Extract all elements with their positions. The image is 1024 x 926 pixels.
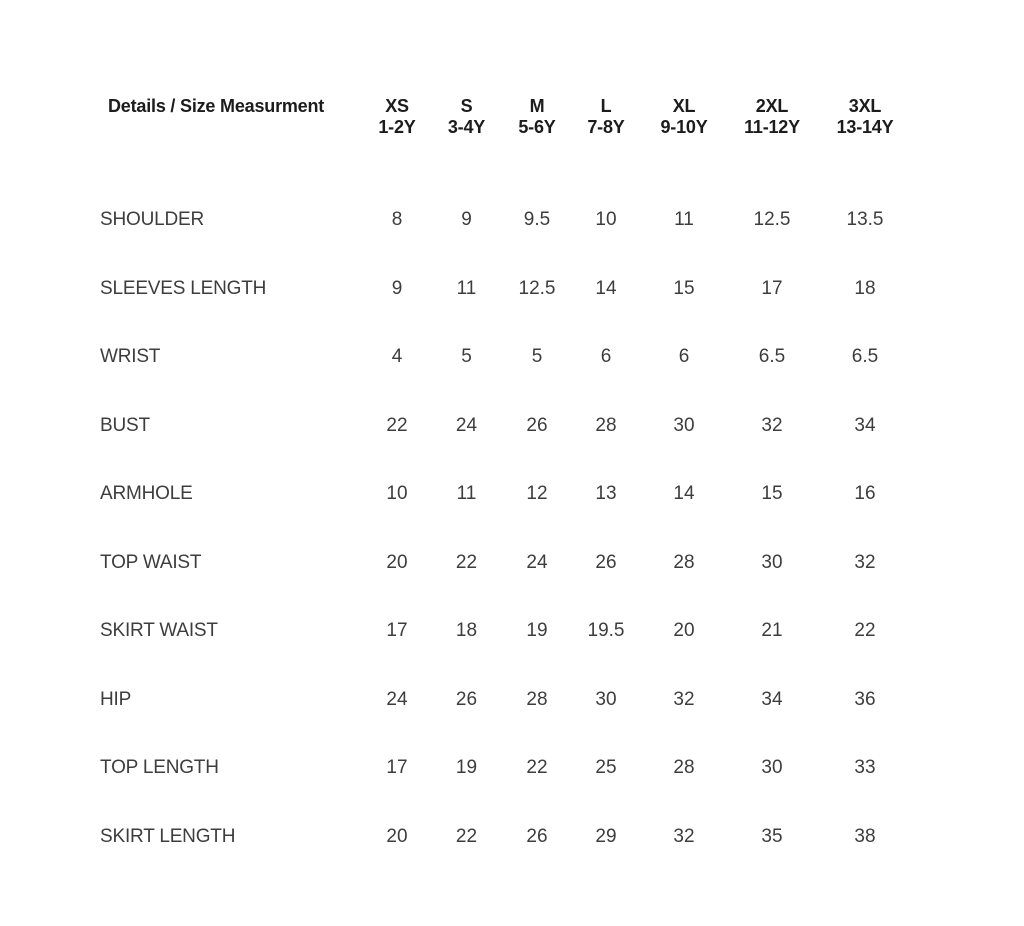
measurement-label: ARMHOLE xyxy=(100,483,193,505)
measurement-value: 26 xyxy=(455,688,478,710)
table-row xyxy=(100,323,915,392)
measurement-value: 11 xyxy=(456,277,477,299)
measurement-value: 14 xyxy=(595,277,617,299)
measurement-value: 17 xyxy=(761,277,783,299)
measurement-value: 6 xyxy=(600,346,612,368)
measurement-value: 18 xyxy=(854,277,876,299)
measurement-value: 15 xyxy=(673,277,695,299)
measurement-value: 10 xyxy=(386,483,408,505)
measurement-value: 9 xyxy=(391,277,403,299)
size-label: M xyxy=(529,96,545,116)
measurement-value: 22 xyxy=(854,620,876,642)
table-row xyxy=(100,803,915,872)
measurement-value: 21 xyxy=(761,620,783,642)
age-range-label: 1-2Y xyxy=(378,117,416,137)
measurement-value: 28 xyxy=(595,414,617,436)
age-range-label: 7-8Y xyxy=(587,117,625,137)
corner-header: Details / Size Measurment xyxy=(108,96,325,116)
measurement-value: 30 xyxy=(673,414,695,436)
header-row xyxy=(100,96,915,144)
age-range-label: 11-12Y xyxy=(744,117,800,137)
age-range-label: 3-4Y xyxy=(447,117,486,137)
measurement-value: 15 xyxy=(761,483,783,505)
measurement-label: WRIST xyxy=(100,346,161,368)
measurement-value: 19 xyxy=(455,757,478,779)
measurement-value: 19 xyxy=(526,620,548,642)
measurement-value: 6 xyxy=(678,346,690,368)
measurement-value: 28 xyxy=(673,551,695,573)
measurement-value: 6.5 xyxy=(758,346,786,368)
size-label: S xyxy=(460,96,473,116)
measurement-value: 35 xyxy=(761,825,783,847)
measurement-value: 32 xyxy=(673,825,695,847)
measurement-label: TOP LENGTH xyxy=(100,757,219,779)
measurement-value: 24 xyxy=(526,551,548,573)
measurement-value: 34 xyxy=(761,688,783,710)
measurement-value: 14 xyxy=(673,483,695,505)
size-label: 2XL xyxy=(755,96,789,116)
measurement-value: 5 xyxy=(531,346,543,368)
measurement-value: 24 xyxy=(455,414,478,436)
measurement-value: 12.5 xyxy=(753,209,791,231)
measurement-value: 20 xyxy=(386,825,408,847)
column-header-3xl xyxy=(815,96,915,144)
measurement-value: 12.5 xyxy=(518,277,556,299)
measurement-value: 6.5 xyxy=(851,346,879,368)
measurement-label: TOP WAIST xyxy=(100,551,202,573)
measurement-value: 22 xyxy=(455,551,478,573)
measurement-value: 30 xyxy=(761,757,783,779)
measurement-value: 17 xyxy=(386,620,408,642)
measurement-value: 26 xyxy=(595,551,617,573)
table-row xyxy=(100,460,915,529)
measurement-value: 20 xyxy=(386,551,408,573)
table-row xyxy=(100,255,915,324)
measurement-value: 11 xyxy=(456,483,477,505)
measurement-value: 19.5 xyxy=(587,620,625,642)
measurement-value: 36 xyxy=(854,688,876,710)
measurement-value: 32 xyxy=(761,414,783,436)
measurement-value: 8 xyxy=(391,209,403,231)
column-header-xl xyxy=(639,96,729,144)
measurement-value: 22 xyxy=(386,414,408,436)
measurement-value: 32 xyxy=(854,551,876,573)
table-row xyxy=(100,734,915,803)
age-range-label: 9-10Y xyxy=(660,117,708,137)
measurement-value: 20 xyxy=(673,620,695,642)
measurement-value: 17 xyxy=(386,757,408,779)
measurement-value: 38 xyxy=(854,825,876,847)
size-label: 3XL xyxy=(848,96,882,116)
column-header-2xl xyxy=(729,96,815,144)
measurement-value: 29 xyxy=(595,825,617,847)
measurement-value: 30 xyxy=(595,688,617,710)
measurement-value: 33 xyxy=(854,757,876,779)
column-header-xs xyxy=(362,96,432,144)
measurement-value: 22 xyxy=(455,825,478,847)
measurement-value: 9.5 xyxy=(523,209,551,231)
measurement-value: 4 xyxy=(391,346,403,368)
measurement-label: SLEEVES LENGTH xyxy=(100,277,267,299)
table-row xyxy=(100,186,915,255)
measurement-value: 32 xyxy=(673,688,695,710)
table-row xyxy=(100,392,915,461)
spacer-row xyxy=(100,144,915,186)
measurement-value: 5 xyxy=(461,346,472,368)
size-label: XS xyxy=(385,96,409,116)
measurement-value: 30 xyxy=(761,551,783,573)
measurement-value: 16 xyxy=(854,483,876,505)
size-label: L xyxy=(600,96,612,116)
table-row xyxy=(100,666,915,735)
measurement-value: 13.5 xyxy=(846,209,884,231)
column-header-s xyxy=(432,96,501,144)
measurement-value: 10 xyxy=(595,209,617,231)
measurement-value: 28 xyxy=(526,688,548,710)
measurement-label: SKIRT WAIST xyxy=(100,620,218,642)
measurement-value: 9 xyxy=(461,209,472,231)
measurement-label: SHOULDER xyxy=(100,209,204,231)
measurement-value: 26 xyxy=(526,825,548,847)
measurement-value: 22 xyxy=(526,757,548,779)
table-row xyxy=(100,529,915,598)
measurement-value: 34 xyxy=(854,414,876,436)
age-range-label: 5-6Y xyxy=(518,117,556,137)
measurement-label: HIP xyxy=(100,688,132,710)
column-header-l xyxy=(573,96,639,144)
measurement-value: 11 xyxy=(674,209,694,231)
measurement-value: 13 xyxy=(595,483,617,505)
table-row xyxy=(100,597,915,666)
measurement-value: 25 xyxy=(595,757,617,779)
measurement-value: 28 xyxy=(673,757,695,779)
size-label: XL xyxy=(672,96,696,116)
measurement-value: 24 xyxy=(386,688,408,710)
measurement-value: 18 xyxy=(455,620,478,642)
measurement-value: 26 xyxy=(526,414,548,436)
measurement-label: BUST xyxy=(100,414,150,436)
column-header-m xyxy=(501,96,573,144)
measurement-value: 12 xyxy=(526,483,548,505)
age-range-label: 13-14Y xyxy=(836,117,894,137)
size-chart-table xyxy=(100,96,915,871)
measurement-label: SKIRT LENGTH xyxy=(100,825,236,847)
